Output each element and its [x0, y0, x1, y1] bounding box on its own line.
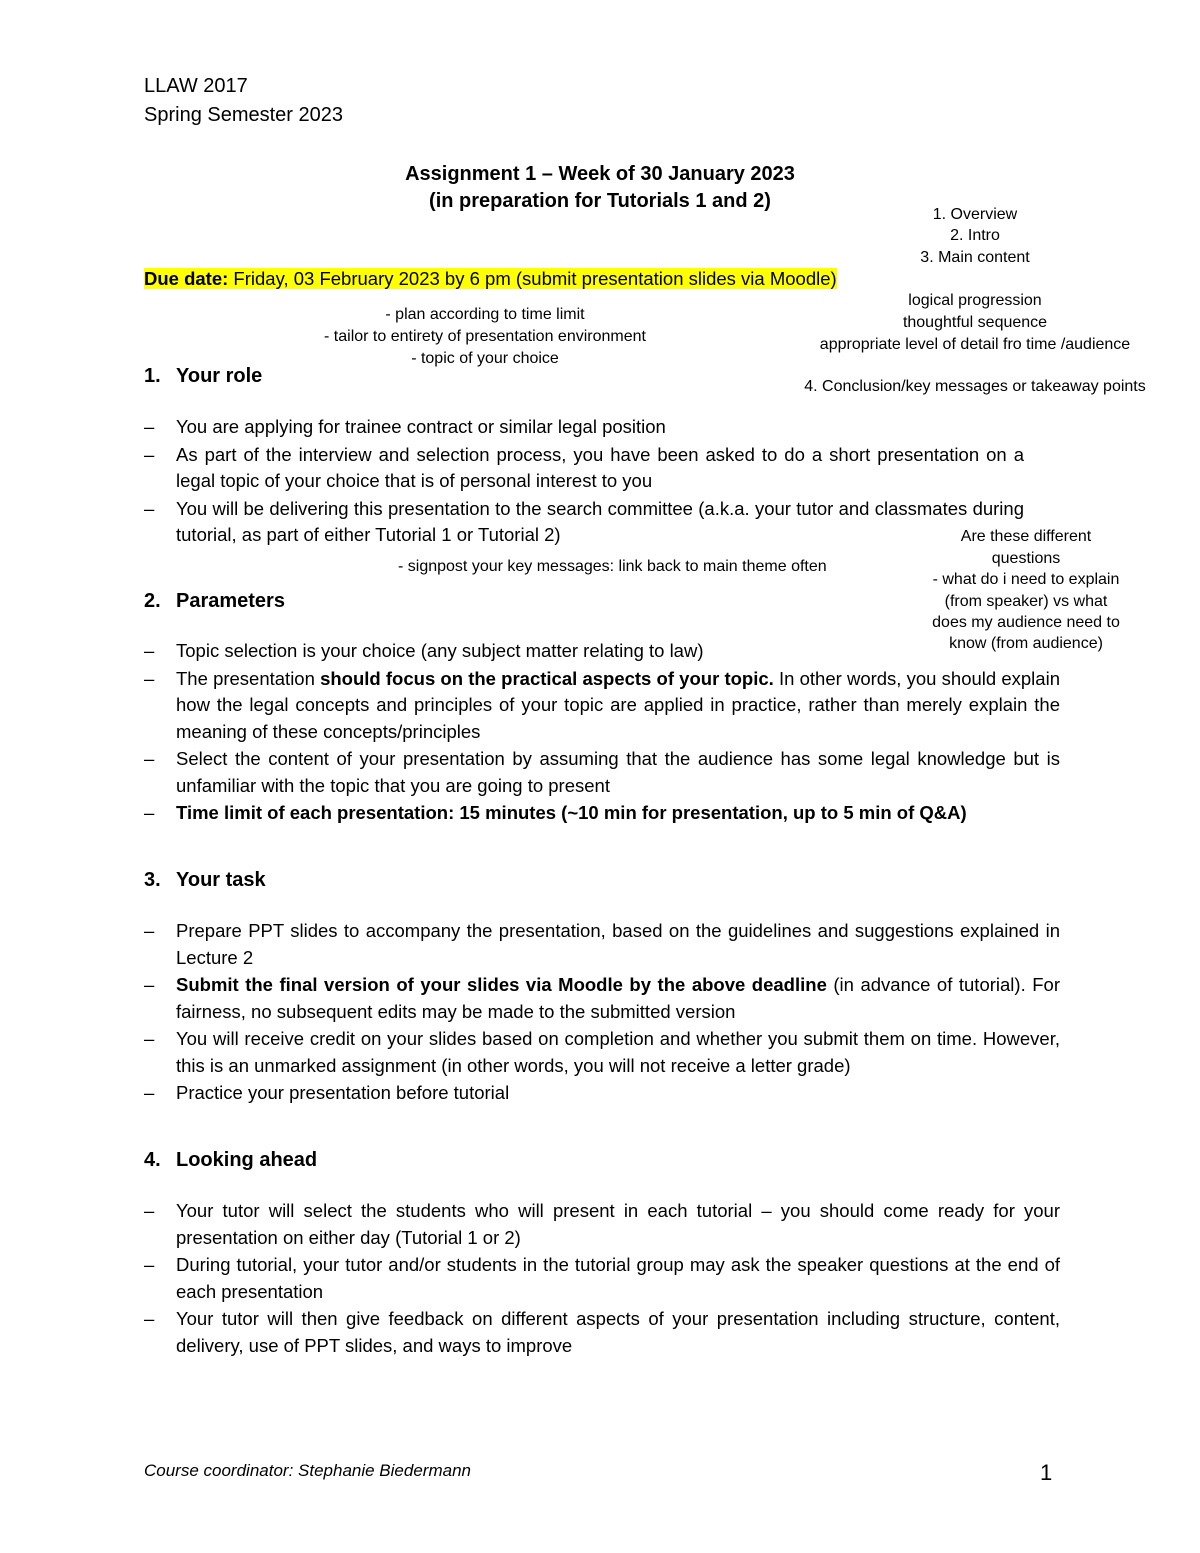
- role-list: [144, 414, 1024, 550]
- note-signpost: - signpost your key messages: link back to main theme often: [398, 558, 827, 575]
- semester: Spring Semester 2023: [144, 104, 344, 126]
- note-questions-4: (from speaker) vs what: [944, 593, 1108, 610]
- note-intro: 2. Intro: [950, 227, 1000, 244]
- list-item: – The presentation should focus on the practical aspects of your topic. In other words, you should explain how the legal concepts and principles of your topic are applied in practice, rather than merely explain the meaning of these concepts/principles: [144, 667, 1060, 742]
- list-item: – Select the content of your presentation by assuming that the audience has some legal knowledge but is unfamiliar with the topic that you are going to present: [144, 748, 1060, 796]
- section-heading-looking-ahead: 4. Looking ahead: [144, 1149, 318, 1171]
- note-questions-6: know (from audience): [949, 635, 1103, 652]
- note-conclusion: 4. Conclusion/key messages or takeaway points: [804, 378, 1146, 395]
- note-questions-5: does my audience need to: [932, 614, 1120, 631]
- list-item: – Prepare PPT slides to accompany the presentation, based on the guidelines and suggestions explained in Lecture 2: [144, 920, 1060, 968]
- section-heading-parameters: 2. Parameters: [144, 590, 285, 612]
- task-list: [144, 918, 1060, 1108]
- note-logical-progression: logical progression: [908, 292, 1042, 309]
- note-overview: 1. Overview: [932, 206, 1018, 223]
- note-main-content: 3. Main content: [920, 249, 1030, 266]
- note-questions-2: questions: [991, 550, 1061, 567]
- list-item: – Time limit of each presentation: 15 minutes (~10 min for presentation, up to 5 min of Q&A): [144, 802, 967, 823]
- list-item: – Submit the final version of your slides via Moodle by the above deadline (in advance of tutorial). For fairness, no subsequent edits may be made to the submitted version: [144, 974, 1060, 1022]
- list-item: – You will be delivering this presentation to the search committee (a.k.a. your tutor and classmates during tutorial, as part of either Tutorial 1 or Tutorial 2): [144, 497, 1024, 545]
- looking-ahead-list: [144, 1198, 1060, 1360]
- note-questions-3: - what do i need to explain: [932, 571, 1120, 588]
- footer-coordinator: Course coordinator: Stephanie Biedermann: [144, 1461, 471, 1480]
- list-item: – Practice your presentation before tutorial: [144, 1082, 510, 1103]
- list-item: – Topic selection is your choice (any subject matter relating to law): [144, 640, 704, 661]
- list-item: – During tutorial, your tutor and/or students in the tutorial group may ask the speaker questions at the end of each presentation: [144, 1254, 1060, 1302]
- list-item: – You will receive credit on your slides based on completion and whether you submit them on time. However, this is an unmarked assignment (in other words, you will not receive a letter grade): [144, 1028, 1060, 1076]
- list-item: – You are applying for trainee contract or similar legal position: [144, 416, 666, 437]
- note-level-of-detail: appropriate level of detail fro time /audience: [819, 336, 1131, 353]
- due-date-text: Friday, 03 February 2023 by 6 pm (submit presentation slides via Moodle): [228, 268, 837, 289]
- note-topic-choice: - topic of your choice: [411, 350, 559, 367]
- section-heading-task: 3. Your task: [144, 869, 266, 891]
- note-plan-time: - plan according to time limit: [385, 306, 585, 323]
- section-heading-role: 1. Your role: [144, 365, 263, 387]
- note-thoughtful-sequence: thoughtful sequence: [902, 314, 1048, 331]
- assignment-subtitle: (in preparation for Tutorials 1 and 2): [429, 190, 771, 212]
- course-code: LLAW 2017: [144, 75, 248, 97]
- list-item: – Your tutor will then give feedback on different aspects of your presentation including structure, content, delivery, use of PPT slides, and ways to improve: [144, 1308, 1060, 1356]
- list-item: – As part of the interview and selection process, you have been asked to do a short presentation on a legal topic of your choice that is of personal interest to you: [144, 443, 1024, 491]
- assignment-title: Assignment 1 – Week of 30 January 2023: [405, 163, 795, 185]
- note-tailor: - tailor to entirety of presentation environment: [324, 328, 646, 345]
- note-questions-1: Are these different: [960, 528, 1092, 545]
- due-date-label: Due date:: [144, 268, 229, 289]
- page-number: 1: [1040, 1460, 1053, 1485]
- list-item: – Your tutor will select the students who will present in each tutorial – you should come ready for your presentation on either day (Tutorial 1 or 2): [144, 1200, 1060, 1248]
- parameters-list: [144, 638, 1060, 828]
- due-date-line: [144, 266, 837, 292]
